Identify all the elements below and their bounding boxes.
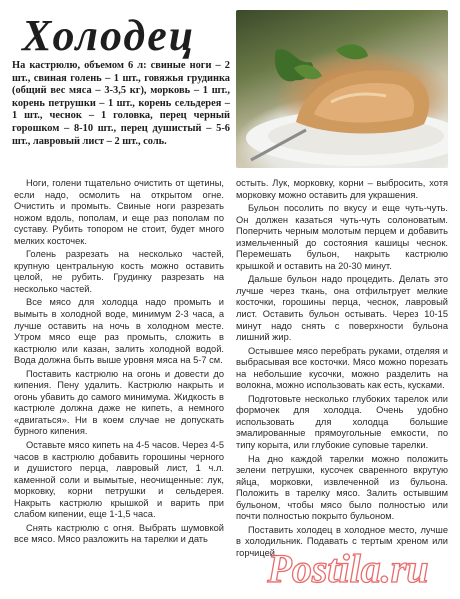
- page-title: Холодец: [22, 11, 196, 60]
- herb-leaf-shape: [336, 44, 368, 59]
- paragraph: Снять кастрюлю с огня. Выбрать шумовкой все мясо. Мясо разложить на тарелки и дать: [14, 522, 224, 545]
- paragraph: Дальше бульон надо процедить. Делать это лучше через ткань, она отфильтрует мелкие косточки, горошины перца, чеснок, лавровый лист. Оставить бульон остывать. Через 10-15 минут надо снять с поверхности бульона лишний жир.: [236, 274, 448, 343]
- paragraph: Поставить кастрюлю на огонь и довести до кипения. Пену удалить. Кастрюлю накрыть и огонь убавить до самого минимума. Жидкость в кастрюле должна даже не кипеть, а немного «двигаться». Ни в коем случае не допускать бурного кипения.: [14, 368, 224, 437]
- right-column: [236, 178, 448, 560]
- paragraph: Подготовьте несколько глубоких тарелок или формочек для холодца. Очень удобно использовать для холодца большие эмалированные прямоугольные емкости, по типу корыта, или глубокие суповые тарелки.: [236, 393, 448, 451]
- dish-photo: [236, 10, 448, 168]
- paragraph: На дно каждой тарелки можно положить зелени петрушки, кусочек сваренного вкрутую яйца, морковки, извлеченной из бульона. Положить в тарелку мясо. Залить остывшим бульоном, чтобы мясо было полностью или почти полностью покрыто бульоном.: [236, 453, 448, 522]
- paragraph: Поставить холодец в холодное место, лучше в холодильник. Подавать с тертым хреном или горчицей.: [236, 524, 448, 558]
- paragraph: Все мясо для холодца надо промыть и вымыть в холодной воде, минимум 2-3 часа, а лучше оставить на ночь в холодном месте. Утром мясо еще раз промыть, сложить в кастрюлю или казан, залить холодной водой. Вода должна быть выше уровня мяса на 5-7 см.: [14, 297, 224, 366]
- left-column: [14, 178, 224, 546]
- ingredients-list: На кастрюлю, объемом 6 л: свиные ноги – 2 шт., свиная голень – 1 шт., говяжья грудинка (общий вес мяса – 3-3,5 кг), морковь – 1 шт., корень петрушки – 1 шт., корень сельдерея – 1 шт., чеснок – 1 головка, перец черный горошком – 8-10 шт., перец душистый – 5-6 шт., лавровый лист – 2 шт., соль.: [12, 60, 230, 147]
- paragraph: Оставьте мясо кипеть на 4-5 часов. Через 4-5 часов в кастрюлю добавить горошины черного и душистого перца, лавровый лист, 1 ч.л. каменной соли и вымытые, неочищенные: лук, морковку, корни петрушки и сельдерея. Накрыть кастрюлю крышкой и варить при слабом кипении, еще 1-1,5 часа.: [14, 440, 224, 520]
- paragraph: Остывшее мясо перебрать руками, отделяя и выбрасывая все косточки. Мясо можно порезать на небольшие кусочки, можно разделить на волокна, можно использовать как есть, кусками.: [236, 345, 448, 391]
- dish-photo-illustration: [236, 10, 448, 168]
- watermark-text: Postila.ru: [267, 546, 429, 591]
- paragraph: Ноги, голени тщательно очистить от щетины, если надо, осмолить на открытом огне. Очистить и промыть. Свиные ноги разрезать ножом вдоль, пополам, и еще раз пополам по суставу. Рубить топором не стоит, будет много мелких косточек.: [14, 178, 224, 246]
- paragraph: Голень разрезать на несколько частей, крупную центральную кость можно оставить целой, не рубить. Грудинку разрезать на несколько частей.: [14, 249, 224, 294]
- paragraph: Бульон посолить по вкусу и еще чуть-чуть. Он должен казаться чуть-чуть солоноватым. Поперчить черным молотым перцем и добавить измельченный до состояния кашицы чеснок. Перемешать бульон, накрыть кастрюлю крышкой и оставить на 20-30 минут.: [236, 203, 448, 271]
- paragraph: остыть. Лук, морковку, корни – выбросить, хотя морковку можно оставить для украшения.: [236, 178, 448, 200]
